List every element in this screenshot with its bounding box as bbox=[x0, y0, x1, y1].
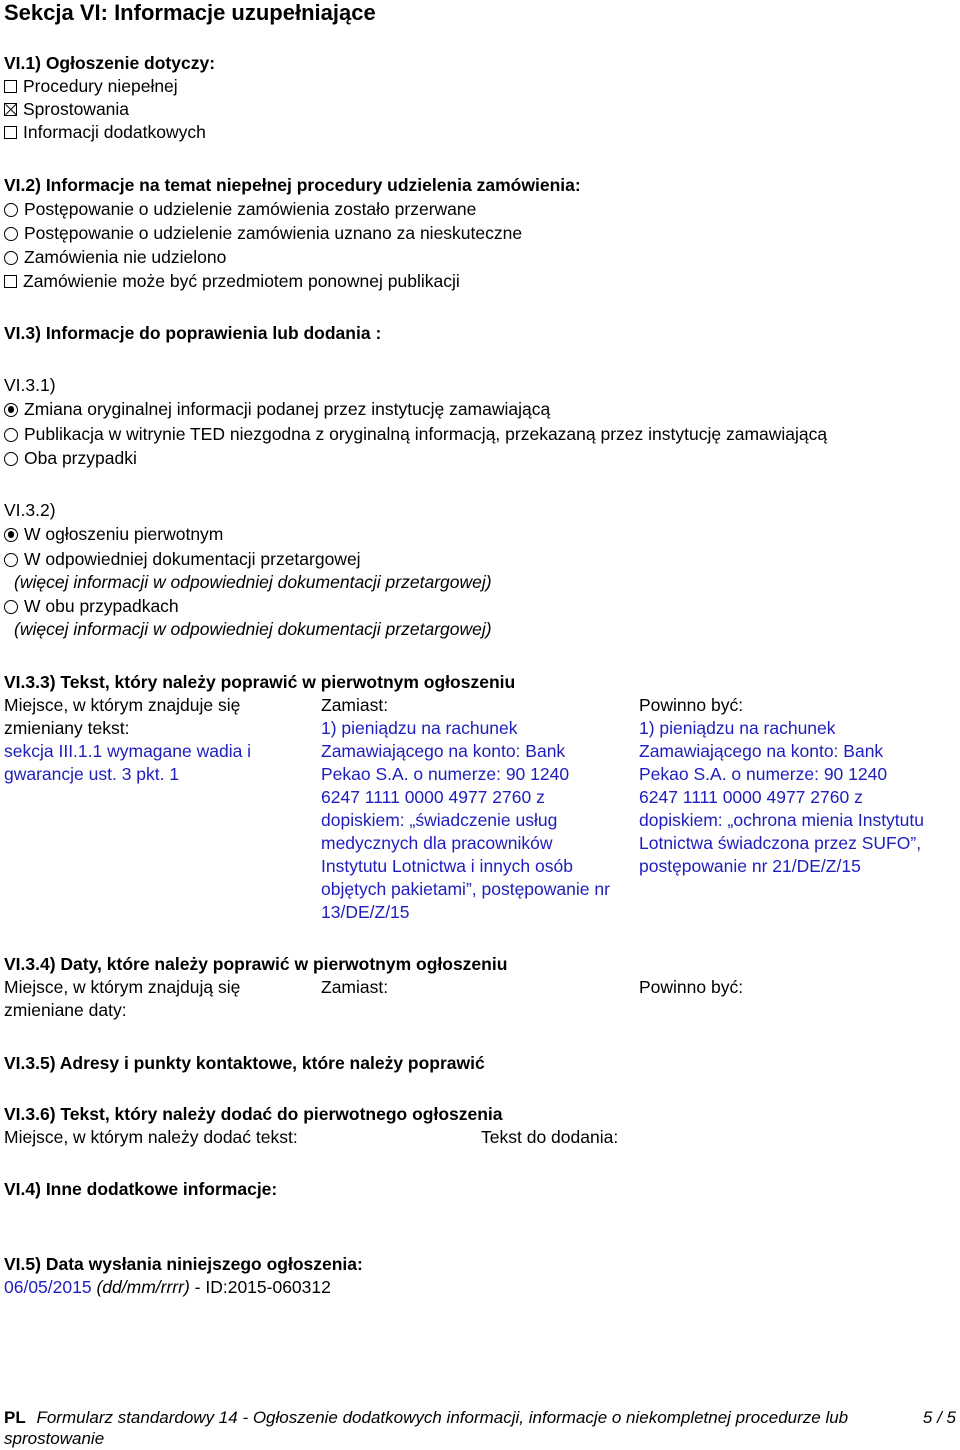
send-date: 06/05/2015 bbox=[4, 1277, 92, 1297]
vi31-option-oba bbox=[4, 447, 137, 470]
radio-empty-icon bbox=[4, 227, 18, 241]
vi33-powinno-line: dopiskiem: „ochrona mienia Instytutu bbox=[639, 810, 924, 830]
vi33-zamiast-line: Zamawiającego na konto: Bank bbox=[321, 741, 566, 761]
vi33-zamiast-line: 6247 1111 0000 4977 2760 z bbox=[321, 787, 545, 807]
vi36-text-label: Tekst do dodania: bbox=[481, 1127, 619, 1147]
vi33-zamiast-line: Pekao S.A. o numerze: 90 1240 bbox=[321, 764, 570, 784]
option-label: Postępowanie o udzielenie zamówienia zostało przerwane bbox=[24, 199, 477, 219]
footer-form-title: Formularz standardowy 14 - Ogłoszenie dodatkowych informacji, informacje o niekompletnej procedurze lub bbox=[36, 1408, 849, 1427]
vi33-zamiast-line: medycznych dla pracowników bbox=[321, 833, 553, 853]
vi33-zamiast-line: dopiskiem: „świadczenie usług bbox=[321, 810, 558, 830]
option-label: W obu przypadkach bbox=[24, 596, 179, 616]
vi2-option-nie-udzielono bbox=[4, 246, 226, 269]
date-format: (dd/mm/rrrr) bbox=[96, 1277, 190, 1297]
vi36-place-label: Miejsce, w którym należy dodać tekst: bbox=[4, 1127, 298, 1147]
vi5-date-line bbox=[4, 1276, 331, 1299]
vi33-powinno-line: Lotnictwa świadczona przez SUFO”, bbox=[639, 833, 922, 853]
vi33-powinno-line: Zamawiającego na konto: Bank bbox=[639, 741, 884, 761]
vi32-option-ogloszenie bbox=[4, 523, 223, 546]
vi2-option-nieskuteczne bbox=[4, 222, 522, 245]
option-label: Procedury niepełnej bbox=[23, 76, 178, 96]
radio-selected-icon bbox=[4, 403, 18, 417]
vi34-heading: VI.3.4) Daty, które należy poprawić w pierwotnym ogłoszeniu bbox=[4, 954, 508, 974]
vi4-heading: VI.4) Inne dodatkowe informacje: bbox=[4, 1179, 278, 1199]
vi33-place-label-line1: Miejsce, w którym znajduje się bbox=[4, 695, 241, 715]
option-label: Postępowanie o udzielenie zamówienia uznano za nieskuteczne bbox=[24, 223, 523, 243]
vi33-powinno-line: 6247 1111 0000 4977 2760 z bbox=[639, 787, 863, 807]
option-label: Informacji dodatkowych bbox=[23, 122, 206, 142]
vi33-powinno-line: 1) pieniądzu na rachunek bbox=[639, 718, 836, 738]
vi2-option-przerwane bbox=[4, 198, 476, 221]
option-label: Publikacja w witrynie TED niezgodna z oryginalną informacją, przekazaną przez instytucję zamawiającą bbox=[24, 424, 828, 444]
vi33-place-value-line1: sekcja III.1.1 wymagane wadia i bbox=[4, 741, 252, 761]
vi33-zamiast-line: 1) pieniądzu na rachunek bbox=[321, 718, 518, 738]
option-label: Zamówienia nie udzielono bbox=[24, 247, 227, 267]
notice-id: - ID:2015-060312 bbox=[194, 1277, 331, 1297]
vi32-label: VI.3.2) bbox=[4, 500, 56, 520]
vi34-powinno-label: Powinno być: bbox=[639, 977, 744, 997]
unchecked-checkbox-icon bbox=[4, 126, 17, 139]
vi5-heading: VI.5) Data wysłania niniejszego ogłoszenia: bbox=[4, 1254, 363, 1274]
vi33-zamiast-line: 13/DE/Z/15 bbox=[321, 902, 410, 922]
checked-checkbox-icon bbox=[4, 103, 17, 116]
vi35-heading: VI.3.5) Adresy i punkty kontaktowe, które należy poprawić bbox=[4, 1053, 485, 1073]
page-number: 5 / 5 bbox=[922, 1408, 956, 1427]
vi32-option-dokumentacja bbox=[4, 548, 361, 571]
vi34-place-label-line1: Miejsce, w którym znajdują się bbox=[4, 977, 241, 997]
radio-empty-icon bbox=[4, 203, 18, 217]
vi32-note-1: (więcej informacji w odpowiedniej dokumentacji przetargowej) bbox=[14, 572, 492, 592]
vi31-option-zmiana bbox=[4, 398, 550, 421]
vi33-heading: VI.3.3) Tekst, który należy poprawić w pierwotnym ogłoszeniu bbox=[4, 672, 516, 692]
vi32-option-obu bbox=[4, 595, 179, 618]
vi2-checkbox-ponowna-publikacja bbox=[4, 270, 460, 293]
radio-empty-icon bbox=[4, 452, 18, 466]
vi36-heading: VI.3.6) Tekst, który należy dodać do pierwotnego ogłoszenia bbox=[4, 1104, 503, 1124]
vi34-place-label-line2: zmieniane daty: bbox=[4, 1000, 127, 1020]
vi33-place-label-line2: zmieniany tekst: bbox=[4, 718, 130, 738]
footer-line1 bbox=[4, 1407, 848, 1428]
vi31-label: VI.3.1) bbox=[4, 375, 56, 395]
section-title: Sekcja VI: Informacje uzupełniające bbox=[4, 0, 376, 25]
vi33-powinno-line: postępowanie nr 21/DE/Z/15 bbox=[639, 856, 861, 876]
vi33-powinno-label: Powinno być: bbox=[639, 695, 744, 715]
option-label: Sprostowania bbox=[23, 99, 130, 119]
vi2-heading: VI.2) Informacje na temat niepełnej procedury udzielenia zamówienia: bbox=[4, 175, 581, 195]
vi33-zamiast-label: Zamiast: bbox=[321, 695, 389, 715]
option-label: W odpowiedniej dokumentacji przetargowej bbox=[24, 549, 361, 569]
vi1-option-sprostowania bbox=[4, 98, 129, 121]
unchecked-checkbox-icon bbox=[4, 80, 17, 93]
footer-lang: PL bbox=[4, 1408, 26, 1427]
vi31-option-ted bbox=[4, 423, 827, 446]
radio-empty-icon bbox=[4, 553, 18, 567]
vi33-powinno-line: Pekao S.A. o numerze: 90 1240 bbox=[639, 764, 888, 784]
footer-line2: sprostowanie bbox=[4, 1429, 105, 1448]
radio-selected-icon bbox=[4, 528, 18, 542]
unchecked-checkbox-icon bbox=[4, 275, 17, 288]
vi1-option-informacji bbox=[4, 121, 206, 144]
vi33-zamiast-line: objętych pakietami”, postępowanie nr bbox=[321, 879, 610, 899]
radio-empty-icon bbox=[4, 251, 18, 265]
option-label: Zmiana oryginalnej informacji podanej przez instytucję zamawiającą bbox=[24, 399, 551, 419]
vi1-heading: VI.1) Ogłoszenie dotyczy: bbox=[4, 53, 216, 73]
vi32-note-2: (więcej informacji w odpowiedniej dokumentacji przetargowej) bbox=[14, 619, 492, 639]
radio-empty-icon bbox=[4, 428, 18, 442]
vi33-place-value-line2: gwarancje ust. 3 pkt. 1 bbox=[4, 764, 180, 784]
vi3-heading: VI.3) Informacje do poprawienia lub dodania : bbox=[4, 323, 382, 343]
vi34-zamiast-label: Zamiast: bbox=[321, 977, 389, 997]
vi33-zamiast-line: Instytutu Lotnictwa i innych osób bbox=[321, 856, 573, 876]
option-label: Oba przypadki bbox=[24, 448, 137, 468]
option-label: W ogłoszeniu pierwotnym bbox=[24, 524, 224, 544]
vi1-option-procedury bbox=[4, 75, 178, 98]
option-label: Zamówienie może być przedmiotem ponownej publikacji bbox=[23, 271, 460, 291]
radio-empty-icon bbox=[4, 600, 18, 614]
